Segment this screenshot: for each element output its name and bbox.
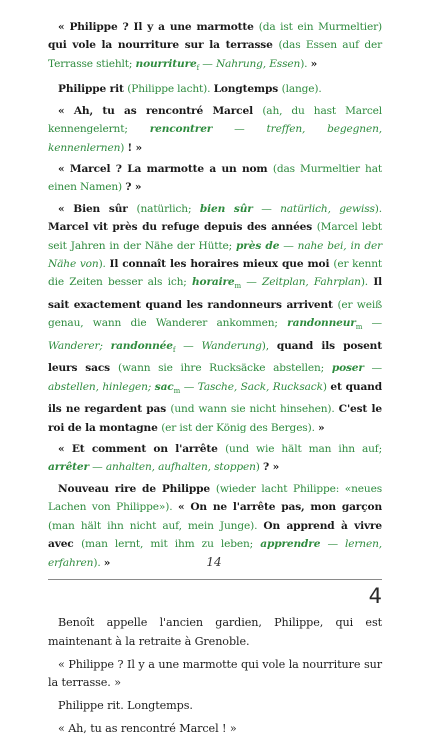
german-gloss: (das Essen auf der Terrasse stiehlt;: [48, 39, 382, 70]
french-text: quand ils posent leurs sacs: [48, 339, 382, 375]
french-text: Il sait exactement quand les randonneurs arrivent: [48, 276, 382, 311]
annotated-paragraph: [48, 440, 382, 477]
annotated-text: [48, 18, 382, 572]
vocab-term: poser: [331, 362, 364, 375]
french-text: « Philippe ? Il y a une marmotte: [58, 21, 259, 33]
german-gloss: (man hält ihn nicht auf, mein Junge).: [48, 519, 264, 532]
annotated-paragraph: [48, 102, 382, 157]
chapter-number: 4: [368, 583, 382, 608]
gender-marker: m: [234, 282, 242, 291]
french-text: et quand ils ne regardent pas: [48, 380, 382, 416]
vocab-term: arrêter: [48, 461, 89, 474]
french-text: Il connaît les horaires mieux que moi: [109, 257, 334, 270]
vocab-term: horaire: [192, 276, 235, 289]
german-gloss: ): [322, 380, 331, 393]
annotated-paragraph: [48, 160, 382, 197]
gender-marker: f: [196, 63, 200, 72]
vocab-term: bien sûr: [199, 202, 253, 215]
french-text: Marcel vit près du refuge depuis des années: [48, 221, 317, 234]
german-gloss: (und wie hält man ihn auf;: [225, 443, 382, 456]
vocab-gloss: — treffen, begegnen, kennenlernen: [48, 123, 382, 154]
french-text: « Bien sûr: [58, 202, 137, 215]
french-text: »: [310, 57, 318, 70]
vocab-gloss: — Tasche, Sack, Rucksack: [180, 380, 323, 393]
vocab-gloss: — anhalten, aufhalten, stoppen: [88, 461, 256, 474]
vocab-gloss: — Wanderer;: [48, 317, 382, 352]
german-gloss: ): [255, 461, 263, 474]
page-number: 14: [206, 555, 222, 569]
german-gloss: (er ist der König des Berges).: [161, 421, 319, 434]
section-divider: [48, 579, 382, 580]
plain-paragraph: Philippe rit. Longtemps.: [58, 699, 193, 713]
vocab-gloss: — nahe bei, in der Nähe von: [48, 239, 382, 270]
german-gloss: (da ist ein Murmeltier): [258, 21, 382, 33]
german-gloss: ).: [98, 257, 110, 270]
french-text: « On ne l'arrête pas, mon garçon: [178, 501, 383, 514]
german-gloss: (ah, du hast Marcel kennengelernt;: [48, 104, 382, 136]
german-gloss: (und wann sie nicht hinsehen).: [170, 403, 339, 416]
french-text: « Ah, tu as rencontré Marcel: [58, 104, 263, 117]
german-gloss: (Marcel lebt seit Jahren in der Nähe der Hütte;: [48, 221, 383, 252]
vocab-gloss: — natürlich, gewiss: [252, 202, 375, 215]
french-text: C'est le roi de la montagne: [48, 403, 382, 434]
vocab-gloss: — lernen, erfahren: [48, 538, 382, 569]
gender-marker: m: [355, 323, 363, 332]
french-text: ? »: [262, 461, 280, 474]
french-text: »: [103, 556, 111, 569]
vocab-gloss: — abstellen, hinlegen;: [48, 362, 382, 393]
german-gloss: (lange).: [281, 83, 322, 96]
french-text: ! »: [127, 141, 142, 154]
french-text: « Et comment on l'arrête: [58, 443, 226, 456]
german-gloss: ).: [300, 57, 311, 70]
vocab-term: rencontrer: [149, 123, 213, 136]
vocab-term: randonneur: [287, 317, 356, 330]
plain-paragraph: « Philippe ? Il y a une marmotte qui vole la nourriture sur la terrasse. »: [48, 657, 382, 690]
german-gloss: (wann sie ihre Rucksäcke abstellen;: [118, 362, 332, 375]
german-gloss: (er weiß genau, wann die Wanderer ankommen;: [48, 298, 383, 330]
french-text: »: [318, 421, 325, 434]
annotated-paragraph: [48, 18, 382, 77]
german-gloss: (er kennt die Zeiten besser als ich;: [48, 257, 383, 289]
german-gloss: (wieder lacht Philippe: «neues Lachen von Philippe»).: [48, 482, 382, 514]
vocab-term: nourriture: [135, 57, 197, 70]
vocab-term: sac: [154, 380, 174, 393]
french-text: Nouveau rire de Philippe: [58, 482, 216, 495]
french-text: Philippe rit: [58, 83, 128, 96]
vocab-term: près de: [236, 239, 280, 252]
german-gloss: ): [120, 141, 128, 154]
french-text: ? »: [125, 181, 142, 194]
vocab-term: apprendre: [260, 538, 321, 551]
french-text: qui vole la nourriture sur la terrasse: [48, 39, 279, 52]
german-gloss: ).: [360, 276, 374, 289]
vocab-gloss: — Wanderung: [175, 339, 262, 352]
vocab-gloss: — Zeitplan, Fahrplan: [241, 276, 361, 289]
french-text: On apprend à vivre avec: [48, 519, 382, 551]
plain-text: [48, 614, 382, 739]
french-text: « Marcel ? La marmotte a un nom: [58, 162, 273, 175]
annotated-paragraph: [48, 200, 382, 437]
gender-marker: f: [172, 345, 176, 354]
annotated-paragraph: [48, 80, 382, 98]
german-gloss: (das Murmeltier hat einen Namen): [48, 162, 382, 194]
german-gloss: (Philippe lacht).: [127, 83, 214, 96]
german-gloss: ).: [374, 202, 382, 215]
plain-paragraph: Benoît appelle l'ancien gardien, Philippe, qui est maintenant à la retraite à Grenoble.: [48, 615, 382, 648]
german-gloss: ),: [261, 339, 277, 352]
plain-paragraph: « Ah, tu as rencontré Marcel ! »: [58, 721, 237, 735]
vocab-gloss: — Nahrung, Essen: [199, 57, 301, 70]
french-text: Longtemps: [213, 83, 282, 96]
german-gloss: ).: [93, 556, 104, 569]
gender-marker: m: [173, 386, 181, 395]
book-page: [48, 18, 382, 743]
german-gloss: (man lernt, mit ihm zu leben;: [81, 538, 261, 551]
german-gloss: (natürlich;: [136, 202, 200, 215]
vocab-term: randonnée: [110, 339, 173, 352]
